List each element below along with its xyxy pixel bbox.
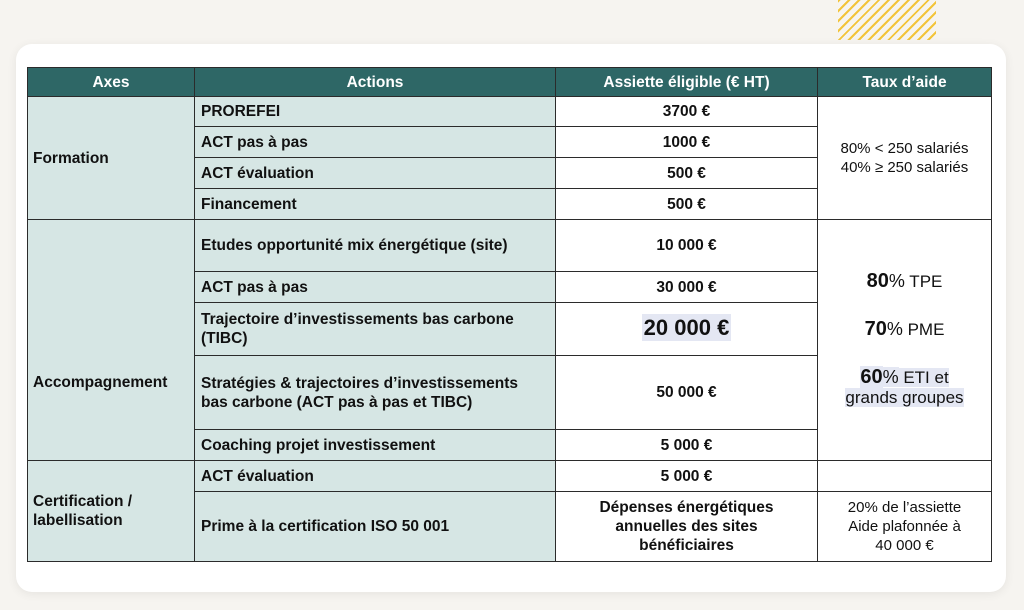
header-taux: Taux d’aide	[818, 68, 992, 97]
rate-tpe: 80% TPE	[866, 270, 943, 292]
amount-cell: 30 000 €	[556, 272, 818, 303]
amount-cell: 5 000 €	[556, 430, 818, 461]
decorative-hatch	[838, 0, 936, 40]
rate-accompagnement	[818, 220, 992, 461]
table-row	[28, 220, 992, 272]
amount-cell: 3700 €	[556, 97, 818, 127]
action-cell: Trajectoire d’investissements bas carbone (TIBC)	[195, 303, 556, 356]
action-cell: PROREFEI	[195, 97, 556, 127]
action-cell: Etudes opportunité mix énergétique (site)	[195, 220, 556, 272]
header-assiette: Assiette éligible (€ HT)	[556, 68, 818, 97]
table-row	[28, 97, 992, 127]
aid-table	[27, 67, 992, 562]
amount-cell: 10 000 €	[556, 220, 818, 272]
rate-line: 40% ≥ 250 salariés	[840, 159, 969, 176]
amount-cell: 500 €	[556, 189, 818, 220]
axis-accompagnement: Accompagnement	[28, 220, 195, 461]
table-row	[28, 461, 992, 492]
action-cell: ACT évaluation	[195, 461, 556, 492]
rate-certification	[818, 492, 992, 562]
rate-eti: 60% ETI et	[860, 366, 949, 388]
axis-certification: Certification / labellisation	[28, 461, 195, 562]
rate-line: 80% < 250 salariés	[840, 140, 969, 157]
amount-cell: 500 €	[556, 158, 818, 189]
action-cell: ACT pas à pas	[195, 127, 556, 158]
amount-cell: 5 000 €	[556, 461, 818, 492]
rate-line: 40 000 €	[875, 537, 934, 554]
rate-pme: 70% PME	[864, 318, 945, 340]
rate-line: 20% de l’assiette	[847, 499, 962, 516]
action-cell: Prime à la certification ISO 50 001	[195, 492, 556, 562]
rate-formation	[818, 97, 992, 220]
action-cell: Coaching projet investissement	[195, 430, 556, 461]
action-cell: Stratégies & trajectoires d’investissements bas carbone (ACT pas à pas et TIBC)	[195, 356, 556, 430]
rate-eti-2: grands groupes	[845, 388, 964, 407]
amount-cell: 1000 €	[556, 127, 818, 158]
rate-empty	[818, 461, 992, 492]
rate-line: Aide plafonnée à	[848, 518, 961, 535]
amount-cell-highlight: 20 000 €	[556, 303, 818, 356]
header-actions: Actions	[195, 68, 556, 97]
amount-cell: 50 000 €	[556, 356, 818, 430]
header-axes: Axes	[28, 68, 195, 97]
action-cell: ACT pas à pas	[195, 272, 556, 303]
action-cell: ACT évaluation	[195, 158, 556, 189]
header-row	[28, 68, 992, 97]
amount-cell: Dépenses énergétiques annuelles des sites bénéficiaires	[556, 492, 818, 562]
action-cell: Financement	[195, 189, 556, 220]
axis-formation: Formation	[28, 97, 195, 220]
